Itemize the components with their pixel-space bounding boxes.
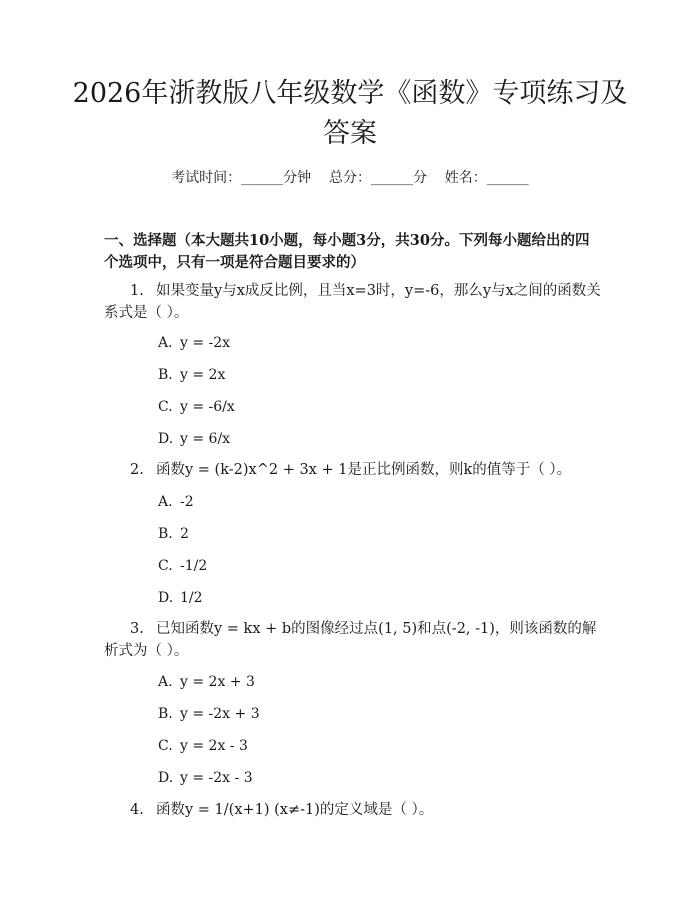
question-1-option-b xyxy=(158,365,225,385)
option-text: 2 xyxy=(180,526,189,542)
option-text: y = -2x + 3 xyxy=(180,706,260,722)
question-3-option-b xyxy=(158,704,260,724)
option-letter: C. xyxy=(158,558,173,574)
option-text: y = 2x xyxy=(180,367,226,383)
option-text: -1/2 xyxy=(180,558,208,574)
exam-info-line: 考试时间：______分钟 总分：______分 姓名：______ xyxy=(171,170,529,186)
option-text: y = -2x xyxy=(180,335,231,351)
question-2-option-b xyxy=(158,524,189,544)
question-1 xyxy=(104,280,602,324)
option-letter: B. xyxy=(158,706,173,722)
question-text: 如果变量y与x成反比例，且当x=3时，y=-6，那么y与x之间的函数关系式是（ ）。 xyxy=(104,283,601,321)
option-letter: D. xyxy=(158,431,174,447)
question-3-option-a xyxy=(158,672,255,692)
option-letter: B. xyxy=(158,367,173,383)
question-2-option-a xyxy=(158,492,194,512)
question-1-option-a xyxy=(158,333,230,353)
option-text: y = 2x - 3 xyxy=(180,738,248,754)
option-letter: D. xyxy=(158,770,174,786)
document-title: 2026年浙教版八年级数学《函数》专项练习及答案 xyxy=(72,78,628,149)
question-number: 1. xyxy=(130,283,144,299)
option-letter: A. xyxy=(158,494,173,510)
option-letter: A. xyxy=(158,674,173,690)
option-letter: B. xyxy=(158,526,173,542)
option-letter: C. xyxy=(158,399,173,415)
section-heading: 一、选择题（本大题共10小题，每小题3分，共30分。下列每小题给出的四个选项中，只有一项是符合题目要求的） xyxy=(104,232,590,271)
question-2-option-c xyxy=(158,556,207,576)
question-3-option-d xyxy=(158,768,253,788)
question-number: 2. xyxy=(130,462,144,478)
option-letter: C. xyxy=(158,738,173,754)
question-text: 已知函数y = kx + b的图像经过点(1, 5)和点(-2, -1)，则该函数的解析式为（ ）。 xyxy=(104,621,597,659)
question-text: 函数y = 1/(x+1) (x≠-1)的定义域是（ ）。 xyxy=(156,802,434,818)
option-text: 1/2 xyxy=(180,590,203,606)
option-text: -2 xyxy=(180,494,194,510)
question-1-option-c xyxy=(158,397,235,417)
question-4 xyxy=(104,799,602,821)
question-3-option-c xyxy=(158,736,248,756)
option-text: y = 2x + 3 xyxy=(180,674,255,690)
question-number: 4. xyxy=(130,802,144,818)
question-2-option-d xyxy=(158,588,203,608)
option-letter: D. xyxy=(158,590,174,606)
option-letter: A. xyxy=(158,335,173,351)
question-1-option-d xyxy=(158,429,230,449)
option-text: y = 6/x xyxy=(180,431,231,447)
question-3 xyxy=(104,618,602,662)
option-text: y = -6/x xyxy=(180,399,235,415)
question-text: 函数y = (k-2)x^2 + 3x + 1是正比例函数，则k的值等于（ ）。 xyxy=(156,462,572,478)
question-2 xyxy=(104,459,602,481)
option-text: y = -2x - 3 xyxy=(180,770,253,786)
question-number: 3. xyxy=(130,621,144,637)
